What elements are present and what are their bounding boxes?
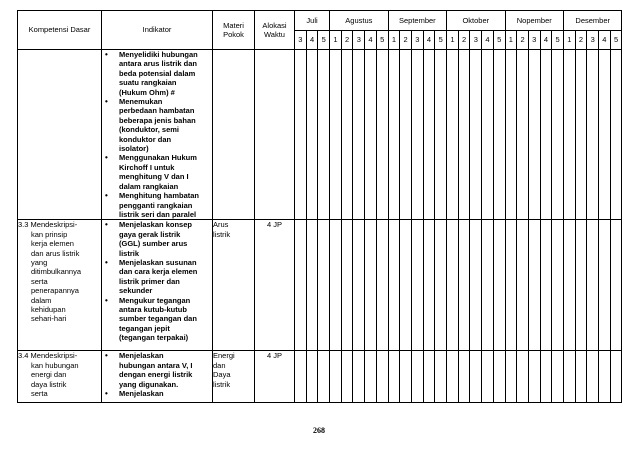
week-header: 2 (458, 31, 470, 50)
indicator-line: Kirchoff I untuk (119, 162, 175, 172)
week-header: 3 (528, 31, 540, 50)
bullet-icon: • (105, 50, 108, 59)
month-header: Agustus (330, 11, 389, 31)
week-cell (330, 351, 342, 403)
week-cell (376, 50, 388, 220)
week-cell (470, 220, 482, 351)
week-cell (493, 220, 505, 351)
kompetensi-cell (18, 50, 102, 220)
week-header: 1 (563, 31, 575, 50)
week-cell (540, 220, 552, 351)
list-item (102, 351, 212, 389)
header-materi-line1: Materi (223, 20, 244, 30)
page-number: 268 (313, 426, 325, 435)
week-cell (318, 50, 330, 220)
alokasi-cell (255, 50, 295, 220)
bullet-icon: • (105, 351, 108, 361)
table-row (18, 220, 622, 351)
week-header: 5 (318, 31, 330, 50)
indicator-list (102, 50, 212, 219)
week-header: 1 (447, 31, 459, 50)
materi-line: Daya (213, 370, 231, 380)
week-header: 5 (552, 31, 564, 50)
indicator-line: beda potensial dalam (119, 68, 196, 78)
indicator-line: Menemukan (119, 97, 163, 107)
bullet-icon: • (105, 295, 108, 305)
table-row (18, 50, 622, 220)
kd-text-line: Mendeskripsi- (30, 220, 78, 230)
indicator-line: dengan energi listrik (119, 370, 193, 380)
week-header: 3 (470, 31, 482, 50)
indicator-line: hubungan antara V, I (119, 360, 193, 370)
week-cell (330, 220, 342, 351)
week-header: 4 (482, 31, 494, 50)
week-cell (528, 220, 540, 351)
week-cell (388, 220, 400, 351)
week-header: 1 (505, 31, 517, 50)
week-cell (517, 220, 529, 351)
indicator-line: listrik seri dan paralel (119, 209, 197, 219)
week-cell (458, 50, 470, 220)
week-cell (482, 50, 494, 220)
indicator-line: Menjelaskan konsep (119, 220, 192, 230)
week-cell (587, 351, 599, 403)
bullet-icon: • (105, 388, 108, 398)
bullet-icon: • (105, 153, 108, 163)
indicator-line: konduktor dan (119, 134, 172, 144)
week-cell (411, 351, 423, 403)
week-cell (400, 50, 412, 220)
week-cell (575, 50, 587, 220)
kompetensi-cell (18, 351, 102, 403)
week-cell (423, 351, 435, 403)
week-header: 4 (306, 31, 318, 50)
week-cell (341, 50, 353, 220)
week-cell (376, 351, 388, 403)
week-header: 2 (400, 31, 412, 50)
week-cell (365, 351, 377, 403)
week-cell (423, 220, 435, 351)
week-header: 1 (330, 31, 342, 50)
week-cell (341, 351, 353, 403)
indicator-list (102, 351, 212, 398)
kd-text-line: daya listrik (31, 379, 67, 389)
list-item (102, 389, 212, 398)
week-cell (458, 351, 470, 403)
indicator-line: isolator) (119, 144, 149, 154)
list-item (102, 191, 212, 219)
indicator-line: tegangan jepit (119, 323, 170, 333)
week-cell (447, 50, 459, 220)
indicator-list (102, 220, 212, 342)
month-header: September (388, 11, 446, 31)
week-cell (587, 220, 599, 351)
week-cell (575, 351, 587, 403)
indicator-line: pengganti rangkaian (119, 200, 193, 210)
list-item (102, 50, 212, 97)
week-cell (599, 50, 611, 220)
materi-line: Energi (213, 351, 235, 361)
week-cell (447, 220, 459, 351)
materi-line: dan (213, 360, 226, 370)
week-header: 1 (388, 31, 400, 50)
week-header: 5 (493, 31, 505, 50)
week-cell (528, 50, 540, 220)
week-cell (341, 220, 353, 351)
kd-text-line: ditimbulkannya (31, 267, 82, 277)
week-cell (610, 220, 622, 351)
week-cell (470, 50, 482, 220)
indicator-cell (102, 351, 213, 403)
indicator-line: (Hukum Ohm) # (119, 87, 175, 97)
week-header: 5 (610, 31, 622, 50)
week-cell (365, 50, 377, 220)
list-item (102, 258, 212, 296)
week-cell (505, 351, 517, 403)
month-header: Oktober (447, 11, 505, 31)
week-cell (540, 351, 552, 403)
alokasi-cell: 4 JP (255, 351, 295, 403)
indicator-line: Menghitung hambatan (119, 191, 199, 201)
bullet-icon: • (105, 257, 108, 267)
week-cell (388, 50, 400, 220)
kd-text-line: serta (31, 276, 48, 286)
materi-cell (213, 220, 255, 351)
indicator-line: dan cara kerja elemen (119, 267, 198, 277)
week-cell (306, 351, 318, 403)
kd-text-line: sehari-hari (31, 314, 67, 324)
kd-number: 3.3 (18, 220, 29, 230)
week-header: 4 (423, 31, 435, 50)
list-item (102, 153, 212, 191)
indicator-line: listrik (119, 248, 140, 258)
week-cell (505, 220, 517, 351)
kd-text-line: kerja elemen (31, 239, 74, 249)
bullet-icon: • (105, 97, 108, 107)
week-cell (482, 220, 494, 351)
week-cell (330, 50, 342, 220)
week-cell (575, 220, 587, 351)
week-cell (318, 351, 330, 403)
week-cell (482, 351, 494, 403)
indicator-line: (konduktor, semi (119, 125, 180, 135)
list-item (102, 97, 212, 153)
month-header: Juli (295, 11, 330, 31)
kd-text-line: dalam (31, 295, 52, 305)
indicator-cell (102, 220, 213, 351)
week-cell (295, 220, 307, 351)
week-cell (400, 351, 412, 403)
materi-cell (213, 351, 255, 403)
kd-text-line: yang (31, 257, 48, 267)
week-cell (435, 351, 447, 403)
header-alokasi-line2: Waktu (264, 30, 285, 39)
list-item (102, 296, 212, 343)
week-cell (447, 351, 459, 403)
week-cell (563, 351, 575, 403)
materi-line: listrik (213, 379, 231, 389)
week-cell (295, 351, 307, 403)
indicator-line: Menjelaskan (119, 388, 164, 398)
bullet-icon: • (105, 220, 108, 230)
indicator-line: (GGL) sumber arus (119, 239, 188, 249)
week-cell (599, 220, 611, 351)
header-kompetensi: Kompetensi Dasar (18, 11, 102, 50)
kd-text-line: energi dan (31, 370, 67, 380)
indicator-line: sumber tegangan dan (119, 314, 197, 324)
kompetensi-cell (18, 220, 102, 351)
materi-line: Arus (213, 220, 229, 230)
week-cell (493, 50, 505, 220)
syllabus-table (17, 10, 622, 403)
week-header: 2 (575, 31, 587, 50)
indicator-line: Menggunakan Hukum (119, 153, 197, 163)
indicator-line: perbedaan hambatan (119, 106, 195, 116)
week-cell (458, 220, 470, 351)
kd-text-line: kehidupan (31, 304, 66, 314)
kd-text-line: kan hubungan (31, 360, 79, 370)
week-cell (411, 220, 423, 351)
header-indikator: Indikator (102, 11, 213, 50)
week-cell (376, 220, 388, 351)
week-cell (435, 50, 447, 220)
week-header: 5 (376, 31, 388, 50)
kd-text-line: kan prinsip (31, 229, 68, 239)
indicator-line: antara kutub-kutub (119, 304, 187, 314)
week-cell (517, 351, 529, 403)
week-cell (552, 50, 564, 220)
list-item (102, 220, 212, 258)
week-cell (318, 220, 330, 351)
indicator-line: beberapa jenis bahan (119, 115, 196, 125)
week-cell (388, 351, 400, 403)
week-cell (353, 50, 365, 220)
indicator-line: Mengukur tegangan (119, 295, 191, 305)
bullet-icon: • (105, 191, 108, 201)
week-cell (505, 50, 517, 220)
week-cell (306, 220, 318, 351)
week-cell (563, 50, 575, 220)
indicator-line: Menjelaskan susunan (119, 257, 197, 267)
week-cell (563, 220, 575, 351)
indicator-line: antara arus listrik dan (119, 59, 197, 69)
week-cell (493, 351, 505, 403)
indicator-line: Menyelidiki hubungan (119, 50, 198, 59)
week-cell (411, 50, 423, 220)
week-header: 3 (411, 31, 423, 50)
indicator-line: yang digunakan. (119, 379, 179, 389)
week-header: 4 (599, 31, 611, 50)
week-header: 2 (341, 31, 353, 50)
indicator-line: Menjelaskan (119, 351, 164, 361)
week-cell (552, 351, 564, 403)
indicator-line: suatu rangkaian (119, 78, 177, 88)
kd-text-line: Mendeskripsi- (30, 351, 78, 361)
week-header: 3 (353, 31, 365, 50)
materi-line: listrik (213, 229, 231, 239)
week-cell (552, 220, 564, 351)
week-cell (528, 351, 540, 403)
week-cell (540, 50, 552, 220)
week-cell (365, 220, 377, 351)
week-cell (306, 50, 318, 220)
indicator-line: listrik primer dan (119, 276, 180, 286)
header-alokasi-line1: Alokasi (262, 20, 287, 30)
week-cell (587, 50, 599, 220)
week-cell (423, 50, 435, 220)
kd-text-line: penerapannya (31, 286, 79, 296)
indicator-line: (tegangan terpakai) (119, 333, 189, 343)
week-cell (353, 220, 365, 351)
alokasi-cell: 4 JP (255, 220, 295, 351)
week-cell (470, 351, 482, 403)
week-header: 2 (517, 31, 529, 50)
week-cell (610, 351, 622, 403)
week-header: 3 (295, 31, 307, 50)
week-cell (353, 351, 365, 403)
header-materi (213, 11, 255, 50)
header-alokasi (255, 11, 295, 50)
indicator-line: gaya gerak listrik (119, 229, 181, 239)
kd-text-line: serta (31, 388, 48, 398)
indicator-cell (102, 50, 213, 220)
week-header: 4 (540, 31, 552, 50)
month-header: Nopember (505, 11, 563, 31)
kd-number: 3.4 (18, 351, 29, 361)
week-cell (435, 220, 447, 351)
week-header: 4 (365, 31, 377, 50)
week-cell (599, 351, 611, 403)
week-cell (517, 50, 529, 220)
week-header: 3 (587, 31, 599, 50)
week-cell (400, 220, 412, 351)
table-row (18, 351, 622, 403)
month-header: Desember (563, 11, 622, 31)
materi-cell (213, 50, 255, 220)
week-cell (295, 50, 307, 220)
header-materi-line2: Pokok (223, 30, 244, 39)
indicator-line: dalam rangkaian (119, 181, 179, 191)
indicator-line: sekunder (119, 286, 153, 296)
week-header: 5 (435, 31, 447, 50)
kd-text-line: dan arus listrik (31, 248, 80, 258)
indicator-line: menghitung V dan I (119, 172, 189, 182)
week-cell (610, 50, 622, 220)
